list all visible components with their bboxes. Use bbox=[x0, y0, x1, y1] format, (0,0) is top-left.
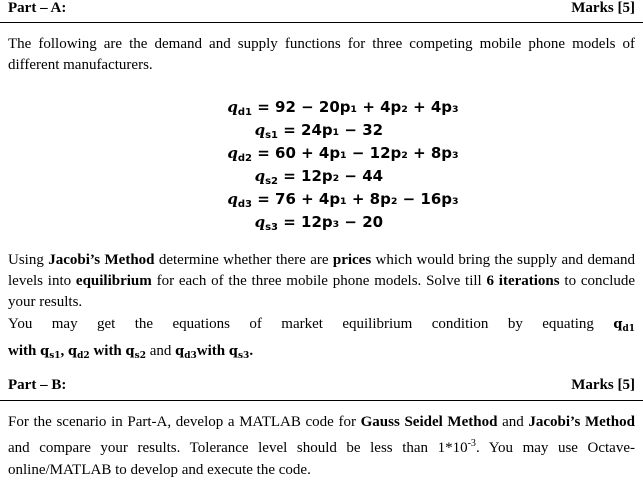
eq-var: q bbox=[227, 190, 238, 208]
equation-qd3 bbox=[150, 190, 459, 210]
instruction-bold: Jacobi’s Method bbox=[48, 252, 155, 268]
eq-var: q bbox=[227, 98, 238, 116]
eq-rhs: = 76 + 4p₁ + 8p₂ − 16p₃ bbox=[257, 190, 459, 208]
part-a-marks: Marks [5] bbox=[571, 0, 635, 16]
eq-rhs: = 12p₃ − 20 bbox=[283, 213, 384, 231]
instruction-text: which would bring the supply and demand levels into bbox=[8, 252, 635, 289]
q-d1: $q_{d1}$ bbox=[613, 317, 635, 334]
part-a-title: Part – A: bbox=[8, 0, 67, 16]
eq-sub: d1 bbox=[237, 107, 252, 118]
divider bbox=[0, 400, 643, 401]
eq-var: q bbox=[254, 167, 266, 185]
part-b-bold: Jacobi’s Method bbox=[528, 414, 635, 430]
eq-var: q bbox=[254, 121, 266, 139]
instruction-text: Using bbox=[8, 252, 49, 268]
part-b-text-span: For the scenario in Part-A, develop a MATLAB code for bbox=[8, 414, 361, 430]
q-d3: $q_{d3}$ bbox=[175, 344, 197, 361]
hint-text: You may get the equations of market equilibrium condition by equating bbox=[8, 316, 594, 332]
q-s1: $q_{s1}$ bbox=[40, 344, 61, 361]
equation-qs3 bbox=[150, 213, 383, 233]
part-b-text-span: . You may use Octave-online/MATLAB to develop and execute the code. bbox=[8, 440, 635, 478]
eq-rhs: = 60 + 4p₁ − 12p₂ + 8p₃ bbox=[257, 144, 459, 162]
eq-sub: d3 bbox=[237, 199, 252, 210]
part-a-hint: You may get the equations of market equilibrium condition by equating $q_{d1}$ with $q_{s1}$, $q_{d2}$ with $q_{s2}$ and $q_{d3}with$ $q_{s3}$. bbox=[8, 316, 635, 361]
eq-sub: s1 bbox=[265, 130, 278, 141]
part-b-title: Part – B: bbox=[8, 377, 67, 393]
equation-qd1 bbox=[150, 98, 459, 118]
instruction-bold: equilibrium bbox=[75, 273, 152, 289]
eq-sub: d2 bbox=[237, 153, 252, 164]
eq-sub: s3 bbox=[265, 222, 278, 233]
part-b-text bbox=[8, 411, 635, 481]
hint-with: with bbox=[93, 343, 122, 359]
q-s3: $q_{s3}$ bbox=[228, 344, 250, 361]
instruction-bold: prices bbox=[332, 252, 372, 268]
exponent: -3 bbox=[467, 438, 476, 449]
part-b-bold: Gauss Seidel Method bbox=[360, 414, 498, 430]
equation-qd2 bbox=[150, 144, 459, 164]
hint-with: with bbox=[8, 343, 37, 359]
eq-rhs: = 92 − 20p₁ + 4p₂ + 4p₃ bbox=[257, 98, 459, 116]
q-d2: $q_{d2}$ bbox=[68, 344, 90, 361]
part-b-text-span: and compare your results. Tolerance level should be less than 1*10 bbox=[8, 440, 468, 456]
hint-and: and bbox=[149, 343, 172, 359]
q-s2: $q_{s2}$ bbox=[125, 344, 146, 361]
hint-with: with bbox=[196, 343, 226, 359]
eq-rhs: = 12p₂ − 44 bbox=[283, 167, 384, 185]
equation-qs2 bbox=[150, 167, 383, 187]
instruction-text: to conclude your results. bbox=[8, 273, 636, 310]
equation-qs1 bbox=[150, 121, 383, 141]
eq-sub: s2 bbox=[265, 176, 278, 187]
instruction-bold: 6 iterations bbox=[486, 273, 560, 289]
eq-var: q bbox=[227, 144, 238, 162]
instruction-text: for each of the three mobile phone models. Solve till bbox=[151, 273, 487, 289]
part-a-instruction bbox=[8, 250, 635, 313]
instruction-text: determine whether there are bbox=[154, 252, 333, 268]
part-b-marks: Marks [5] bbox=[571, 377, 635, 393]
part-b-text-span: and bbox=[497, 414, 529, 430]
eq-rhs: = 24p₁ − 32 bbox=[283, 121, 384, 139]
part-a-intro: The following are the demand and supply functions for three competing mobile phone models of different manufacturers. bbox=[8, 36, 635, 73]
eq-var: q bbox=[254, 213, 266, 231]
divider bbox=[0, 22, 643, 23]
